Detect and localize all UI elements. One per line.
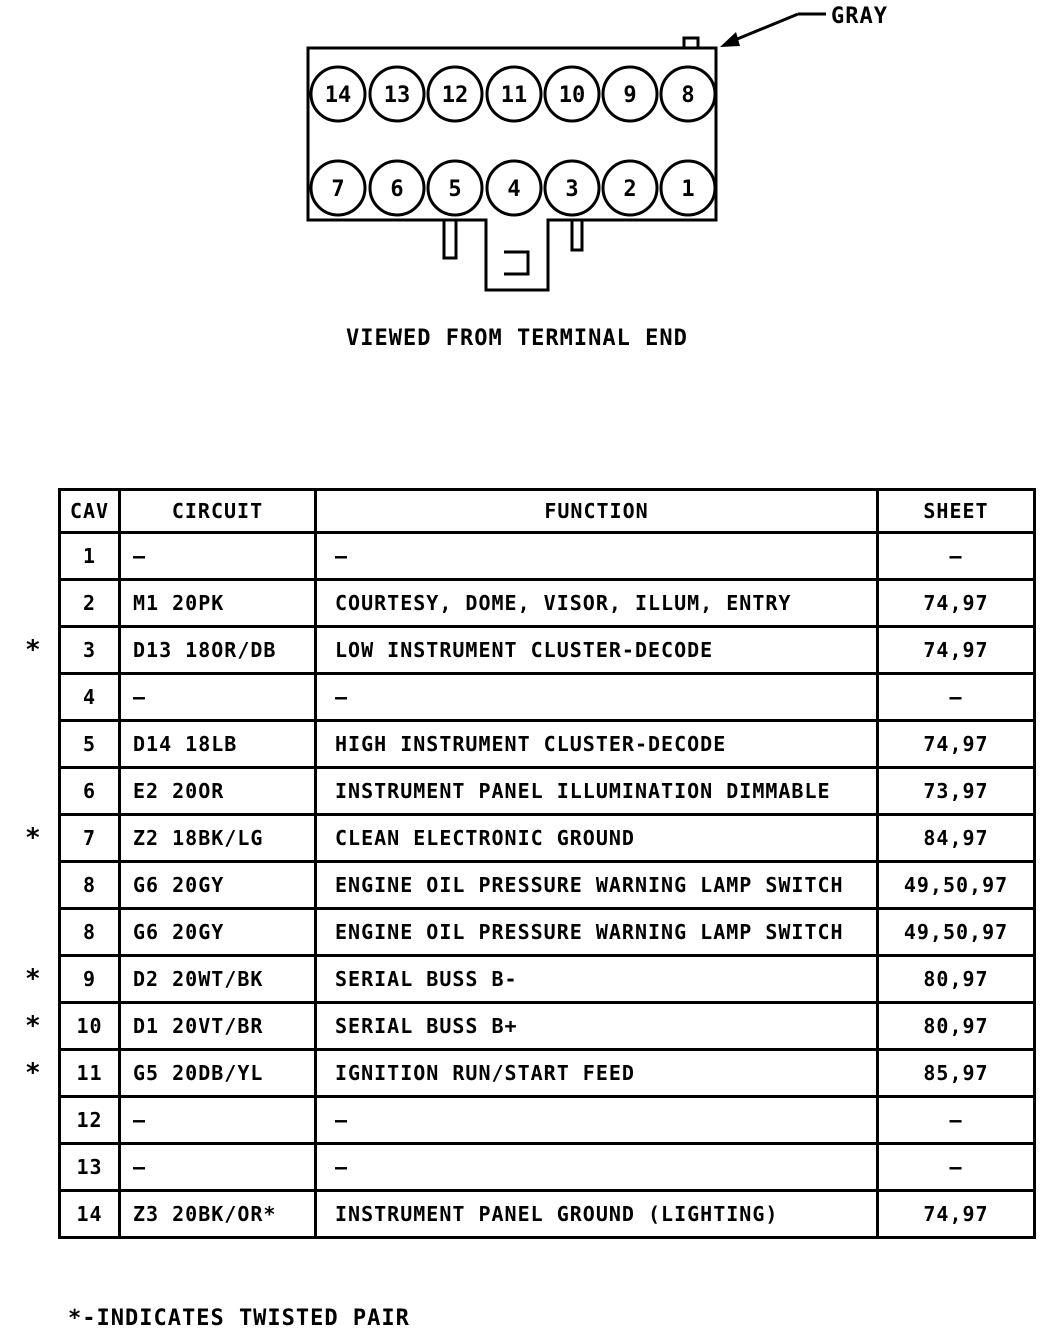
connector-color-label: GRAY: [831, 4, 888, 29]
cav-number: 8: [82, 873, 97, 897]
sheet-cell: 80,97: [878, 1003, 1035, 1050]
table-row: [60, 909, 1035, 956]
cav-number: 2: [82, 591, 97, 615]
pin-1: [661, 161, 715, 215]
circuit-cell: —: [120, 1144, 316, 1191]
function-cell: —: [316, 674, 878, 721]
pin-label: 2: [623, 177, 637, 202]
twisted-pair-marker: *: [25, 823, 42, 853]
cav-number: 5: [82, 732, 97, 756]
table-row: [60, 721, 1035, 768]
pin-label: 14: [324, 83, 352, 108]
cav-cell: [60, 1191, 120, 1238]
sheet-cell: —: [878, 533, 1035, 580]
sheet-cell: —: [878, 1097, 1035, 1144]
cav-cell: [25, 1050, 120, 1097]
function-cell: —: [316, 533, 878, 580]
table-row: [60, 533, 1035, 580]
pin-12: [428, 67, 482, 121]
cav-cell: [60, 674, 120, 721]
sheet-cell: 74,97: [878, 721, 1035, 768]
circuit-cell: D1 20VT/BR: [120, 1003, 316, 1050]
pin-3: [545, 161, 599, 215]
cav-number: 6: [82, 779, 97, 803]
sheet-cell: 49,50,97: [878, 862, 1035, 909]
function-cell: IGNITION RUN/START FEED: [316, 1050, 878, 1097]
pin-8: [661, 67, 715, 121]
twisted-pair-marker: *: [25, 1058, 42, 1088]
function-cell: SERIAL BUSS B-: [316, 956, 878, 1003]
sheet-cell: —: [878, 674, 1035, 721]
table-row: [60, 862, 1035, 909]
connector-diagram: [0, 0, 1056, 470]
function-cell: ENGINE OIL PRESSURE WARNING LAMP SWITCH: [316, 909, 878, 956]
sheet-cell: 73,97: [878, 768, 1035, 815]
cav-cell: [60, 909, 120, 956]
cav-cell: [60, 533, 120, 580]
cav-cell: [25, 815, 120, 862]
table-row: [60, 674, 1035, 721]
pin-label: 13: [383, 83, 411, 108]
pin-4: [487, 161, 541, 215]
diagram-caption: VIEWED FROM TERMINAL END: [346, 326, 688, 351]
sheet-cell: 74,97: [878, 1191, 1035, 1238]
gray-leader-line: [720, 14, 826, 47]
twisted-pair-marker: *: [25, 964, 42, 994]
pin-label: 8: [681, 83, 695, 108]
circuit-cell: D14 18LB: [120, 721, 316, 768]
table-row: [60, 1097, 1035, 1144]
bottom-pin-row: [311, 161, 715, 215]
table-row: [60, 815, 1035, 862]
cav-number: 13: [76, 1155, 103, 1179]
table-row: [60, 580, 1035, 627]
function-cell: —: [316, 1144, 878, 1191]
circuit-cell: M1 20PK: [120, 580, 316, 627]
table-row: [60, 1191, 1035, 1238]
cav-number: 11: [76, 1061, 103, 1085]
cav-number: 8: [82, 920, 97, 944]
circuit-cell: G6 20GY: [120, 862, 316, 909]
twisted-pair-marker: *: [25, 635, 42, 665]
circuit-cell: E2 20OR: [120, 768, 316, 815]
function-cell: —: [316, 1097, 878, 1144]
function-cell: LOW INSTRUMENT CLUSTER-DECODE: [316, 627, 878, 674]
cav-cell: [60, 862, 120, 909]
pin-7: [311, 161, 365, 215]
table-row: [60, 627, 1035, 674]
circuit-cell: —: [120, 1097, 316, 1144]
pin-9: [603, 67, 657, 121]
pin-label: 3: [565, 177, 579, 202]
cav-cell: [25, 627, 120, 674]
cav-cell: [25, 956, 120, 1003]
header-function: FUNCTION: [316, 490, 878, 533]
pin-14: [311, 67, 365, 121]
pin-label: 4: [507, 177, 521, 202]
function-cell: SERIAL BUSS B+: [316, 1003, 878, 1050]
function-cell: HIGH INSTRUMENT CLUSTER-DECODE: [316, 721, 878, 768]
pin-label: 7: [331, 177, 345, 202]
cavity-circuit-table: [25, 488, 1036, 1239]
cav-number: 1: [82, 544, 97, 568]
function-cell: CLEAN ELECTRONIC GROUND: [316, 815, 878, 862]
sheet-cell: 74,97: [878, 627, 1035, 674]
table-row: [60, 956, 1035, 1003]
table-row: [60, 768, 1035, 815]
pin-label: 11: [500, 83, 528, 108]
circuit-cell: Z3 20BK/OR*: [120, 1191, 316, 1238]
pin-label: 10: [558, 83, 586, 108]
cav-cell: [60, 1144, 120, 1191]
function-cell: ENGINE OIL PRESSURE WARNING LAMP SWITCH: [316, 862, 878, 909]
cav-number: 7: [82, 826, 97, 850]
sheet-cell: 74,97: [878, 580, 1035, 627]
pin-6: [370, 161, 424, 215]
circuit-cell: —: [120, 533, 316, 580]
header-circuit: CIRCUIT: [120, 490, 316, 533]
cav-number: 10: [76, 1014, 103, 1038]
pin-label: 6: [390, 177, 404, 202]
header-cav: CAV: [60, 490, 120, 533]
cav-number: 14: [76, 1202, 103, 1226]
function-cell: INSTRUMENT PANEL GROUND (LIGHTING): [316, 1191, 878, 1238]
circuit-cell: —: [120, 674, 316, 721]
table-row: [60, 1050, 1035, 1097]
sheet-cell: 85,97: [878, 1050, 1035, 1097]
sheet-cell: 84,97: [878, 815, 1035, 862]
cav-cell: [25, 1003, 120, 1050]
sheet-cell: 80,97: [878, 956, 1035, 1003]
pin-2: [603, 161, 657, 215]
cav-cell: [60, 580, 120, 627]
sheet-cell: 49,50,97: [878, 909, 1035, 956]
pin-label: 1: [681, 177, 695, 202]
cav-cell: [60, 1097, 120, 1144]
pin-label: 9: [623, 83, 637, 108]
header-sheet: SHEET: [878, 490, 1035, 533]
cav-cell: [60, 721, 120, 768]
cav-number: 3: [82, 638, 97, 662]
connector-body: [308, 38, 716, 290]
function-cell: INSTRUMENT PANEL ILLUMINATION DIMMABLE: [316, 768, 878, 815]
table-row: [60, 1144, 1035, 1191]
pin-13: [370, 67, 424, 121]
function-cell: COURTESY, DOME, VISOR, ILLUM, ENTRY: [316, 580, 878, 627]
pin-11: [487, 67, 541, 121]
pin-5: [428, 161, 482, 215]
top-pin-row: [311, 67, 715, 121]
cav-number: 9: [82, 967, 97, 991]
cav-cell: [60, 768, 120, 815]
circuit-cell: D13 18OR/DB: [120, 627, 316, 674]
twisted-pair-marker: *: [25, 1011, 42, 1041]
cav-number: 4: [82, 685, 97, 709]
pin-label: 12: [441, 83, 469, 108]
twisted-pair-footnote: *-INDICATES TWISTED PAIR: [68, 1306, 410, 1331]
cav-number: 12: [76, 1108, 103, 1132]
sheet-cell: —: [878, 1144, 1035, 1191]
pin-label: 5: [448, 177, 462, 202]
circuit-cell: G5 20DB/YL: [120, 1050, 316, 1097]
circuit-cell: G6 20GY: [120, 909, 316, 956]
table-header-row: [60, 490, 1035, 533]
table-row: [60, 1003, 1035, 1050]
circuit-cell: D2 20WT/BK: [120, 956, 316, 1003]
pin-10: [545, 67, 599, 121]
circuit-cell: Z2 18BK/LG: [120, 815, 316, 862]
